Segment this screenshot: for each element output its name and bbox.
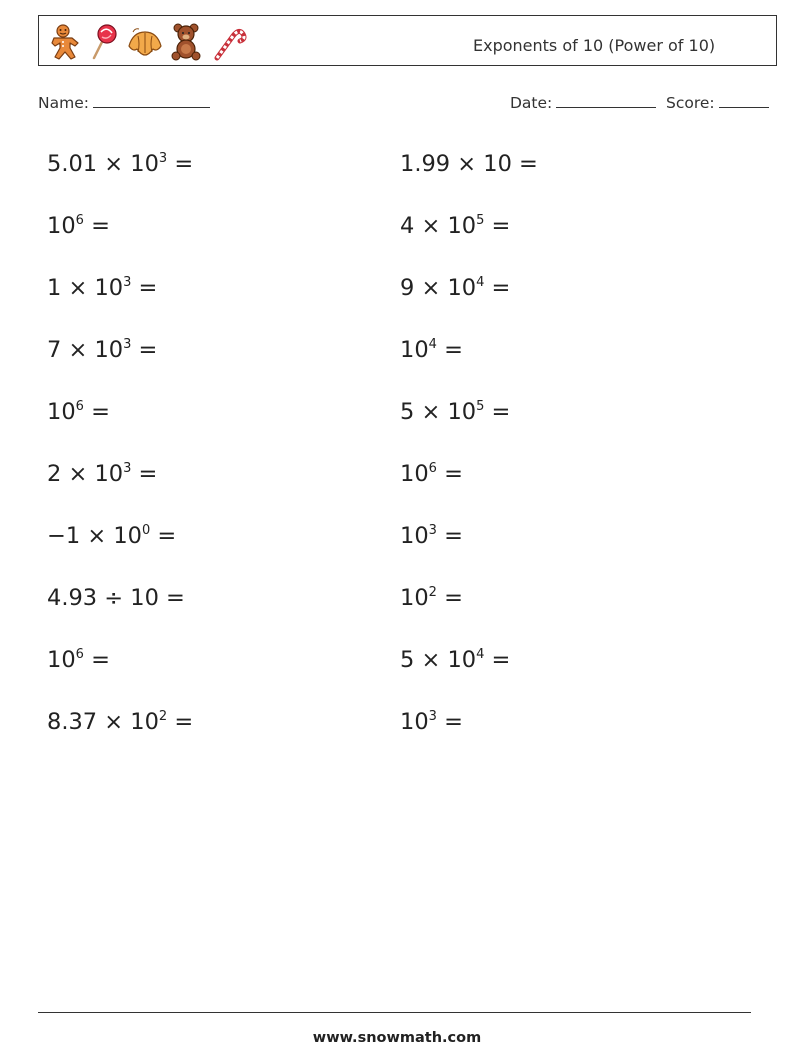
- croissant-icon: [125, 22, 165, 62]
- score-field: [666, 93, 769, 112]
- score-label: Score:: [666, 94, 715, 112]
- problem-exponent: 3: [158, 151, 168, 166]
- candy-cane-icon: [207, 22, 247, 62]
- header-icons: [43, 22, 248, 62]
- problem-equals: =: [83, 647, 110, 673]
- name-label: Name:: [38, 94, 89, 112]
- name-field: [38, 93, 210, 112]
- problem-base: 4 × 10: [400, 213, 477, 239]
- problem-base: 5.01 × 10: [47, 151, 159, 177]
- problem-equals: =: [436, 523, 463, 549]
- problem-base: 4.93 ÷ 10 =: [47, 585, 185, 611]
- problem-base: 10: [400, 523, 429, 549]
- problem-equals: =: [131, 337, 158, 363]
- problem-base: 10: [47, 647, 76, 673]
- problem-exponent: 3: [428, 709, 437, 724]
- problem-equals: =: [436, 585, 463, 611]
- problem-left-4: [47, 339, 157, 362]
- problem-equals: =: [83, 213, 110, 239]
- problem-base: 1 × 10: [47, 275, 124, 301]
- problem-left-9: [47, 649, 110, 672]
- problem-left-2: [47, 215, 110, 238]
- problem-exponent: 5: [476, 213, 485, 228]
- problem-base: 5 × 10: [400, 647, 477, 673]
- problem-exponent: 2: [158, 709, 168, 724]
- problem-exponent: 2: [428, 585, 437, 600]
- problem-right-6: [400, 463, 463, 486]
- problem-equals: =: [131, 461, 158, 487]
- lollipop-icon: [84, 22, 124, 62]
- problem-equals: =: [167, 709, 194, 735]
- problem-exponent: 6: [75, 647, 84, 662]
- problem-right-4: [400, 339, 463, 362]
- problem-exponent: 4: [476, 275, 485, 290]
- problem-base: 10: [47, 399, 76, 425]
- problem-left-7: [47, 525, 176, 548]
- problem-right-8: [400, 587, 463, 610]
- footer-divider: [38, 1012, 751, 1013]
- problem-equals: =: [150, 523, 177, 549]
- problem-equals: =: [436, 709, 463, 735]
- problem-exponent: 0: [141, 523, 151, 538]
- problem-right-5: [400, 401, 510, 424]
- problem-base: 2 × 10: [47, 461, 124, 487]
- problem-base: 10: [47, 213, 76, 239]
- problem-right-3: [400, 277, 510, 300]
- date-blank[interactable]: [556, 93, 656, 108]
- problem-equals: =: [484, 647, 511, 673]
- problem-exponent: 6: [75, 399, 84, 414]
- problem-base: 9 × 10: [400, 275, 477, 301]
- problem-exponent: 6: [75, 213, 84, 228]
- problem-base: 10: [400, 461, 429, 487]
- footer-website: www.snowmath.com: [312, 1030, 482, 1046]
- problem-right-2: [400, 215, 510, 238]
- problem-left-10: [47, 711, 193, 734]
- score-blank[interactable]: [719, 93, 769, 108]
- problem-equals: =: [484, 213, 511, 239]
- date-label: Date:: [510, 94, 553, 112]
- gingerbread-man-icon: [43, 22, 83, 62]
- problem-exponent: 5: [476, 399, 485, 414]
- problem-exponent: 6: [428, 461, 437, 476]
- problem-left-8: [47, 587, 185, 610]
- problem-right-7: [400, 525, 463, 548]
- problem-base: −1 × 10: [47, 523, 142, 549]
- problem-base: 8.37 × 10: [47, 709, 159, 735]
- problem-exponent: 4: [476, 647, 485, 662]
- teddy-bear-icon: [166, 22, 206, 62]
- worksheet-header: [38, 15, 777, 66]
- problem-base: 10: [400, 709, 429, 735]
- problem-right-9: [400, 649, 510, 672]
- problem-base: 1.99 × 10 =: [400, 151, 538, 177]
- problem-exponent: 3: [428, 523, 437, 538]
- problem-left-6: [47, 463, 157, 486]
- problem-equals: =: [484, 399, 511, 425]
- problem-left-3: [47, 277, 157, 300]
- problem-base: 5 × 10: [400, 399, 477, 425]
- problem-equals: =: [436, 337, 463, 363]
- problem-equals: =: [83, 399, 110, 425]
- problem-base: 10: [400, 337, 429, 363]
- name-blank[interactable]: [93, 93, 210, 108]
- problem-exponent: 3: [123, 275, 132, 290]
- problem-equals: =: [167, 151, 194, 177]
- problem-exponent: 4: [428, 337, 437, 352]
- problem-exponent: 3: [123, 337, 132, 352]
- problem-equals: =: [484, 275, 511, 301]
- problem-left-1: [47, 153, 193, 176]
- problem-base: 10: [400, 585, 429, 611]
- problem-base: 7 × 10: [47, 337, 124, 363]
- problem-right-1: [400, 153, 538, 176]
- problem-exponent: 3: [123, 461, 132, 476]
- problem-equals: =: [131, 275, 158, 301]
- problem-equals: =: [436, 461, 463, 487]
- worksheet-title: Exponents of 10 (Power of 10): [473, 36, 716, 55]
- problem-left-5: [47, 401, 110, 424]
- problem-right-10: [400, 711, 463, 734]
- date-field: [510, 93, 656, 112]
